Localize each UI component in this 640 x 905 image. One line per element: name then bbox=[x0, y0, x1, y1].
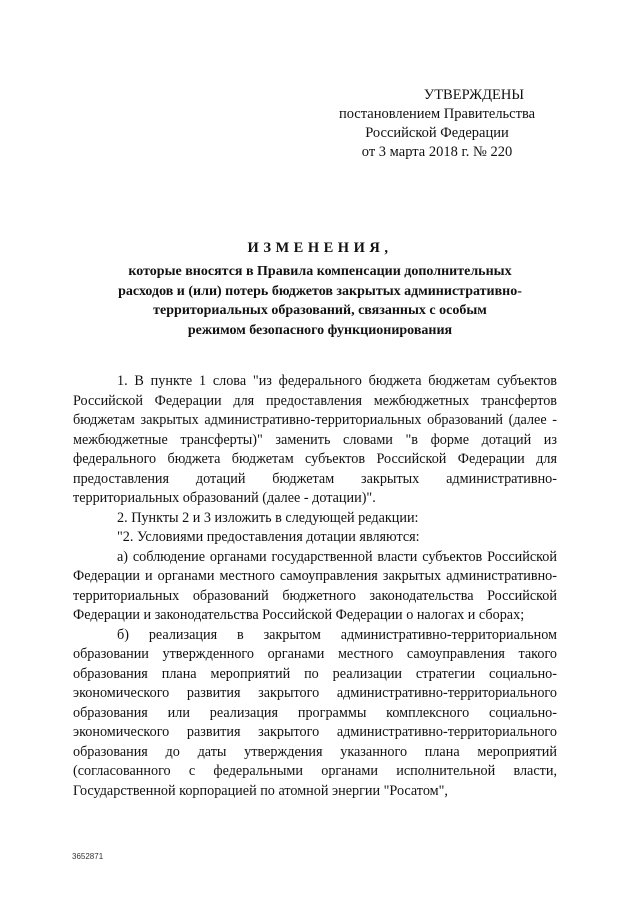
approval-line-country: Российской Федерации bbox=[365, 125, 509, 141]
subtitle-line: режимом безопасного функционирования bbox=[187, 322, 453, 338]
paragraph-item-2: 2. Пункты 2 и 3 изложить в следующей редакции: bbox=[117, 509, 419, 526]
paragraph-conditions: "2. Условиями предоставления дотации являются: bbox=[117, 529, 420, 545]
approval-line-decree: постановлением Правительства bbox=[338, 106, 536, 122]
document-body bbox=[73, 372, 557, 801]
approval-line-date: от 3 марта 2018 г. № 220 bbox=[361, 144, 513, 160]
paragraph-condition-a: а) соблюдение органами государственной власти субъектов Российской Федерации и органами местного самоуправления закрытых административно-территориальных образований бюджетного законодательства Российской Федерации и законодательства Российской Федерации о налогах и сборах; bbox=[73, 548, 557, 623]
document-subtitle bbox=[70, 262, 570, 340]
approval-block bbox=[332, 86, 542, 162]
paragraph-item-1: 1. В пункте 1 слова "из федерального бюджета бюджетам субъектов Российской Федерации для предоставления межбюджетных трансфертов бюджетам закрытых административно-территориальных образований (далее - межбюджетные трансферты)" заменить словами "в форме дотаций из федерального бюджета бюджетам субъектов Российской Федерации для предоставления дотаций бюджетам закрытых административно-территориальных образований (далее - дотации)". bbox=[73, 373, 557, 506]
approval-heading: УТВЕРЖДЕНЫ bbox=[423, 87, 524, 103]
subtitle-line: территориальных образований, связанных с особым bbox=[153, 303, 487, 318]
paragraph-condition-b: б) реализация в закрытом административно-территориальном образовании утвержденного органами местного самоуправления такого образования плана мероприятий по реализации стратегии социально-экономического развития закрытого административно-территориального образования или реализация программы комплексного социально-экономического развития закрытого административно-территориального образования до даты утверждения указанного плана мероприятий (согласованного с федеральными органами исполнительной власти, Государственной корпорацией по атомной энергии "Росатом", bbox=[73, 626, 557, 799]
document-title: ИЗМЕНЕНИЯ, bbox=[247, 240, 393, 256]
document-number: 3652871 bbox=[72, 852, 104, 861]
subtitle-line: которые вносятся в Правила компенсации дополнительных bbox=[128, 264, 512, 279]
subtitle-line: расходов и (или) потерь бюджетов закрытых административно- bbox=[118, 283, 522, 299]
